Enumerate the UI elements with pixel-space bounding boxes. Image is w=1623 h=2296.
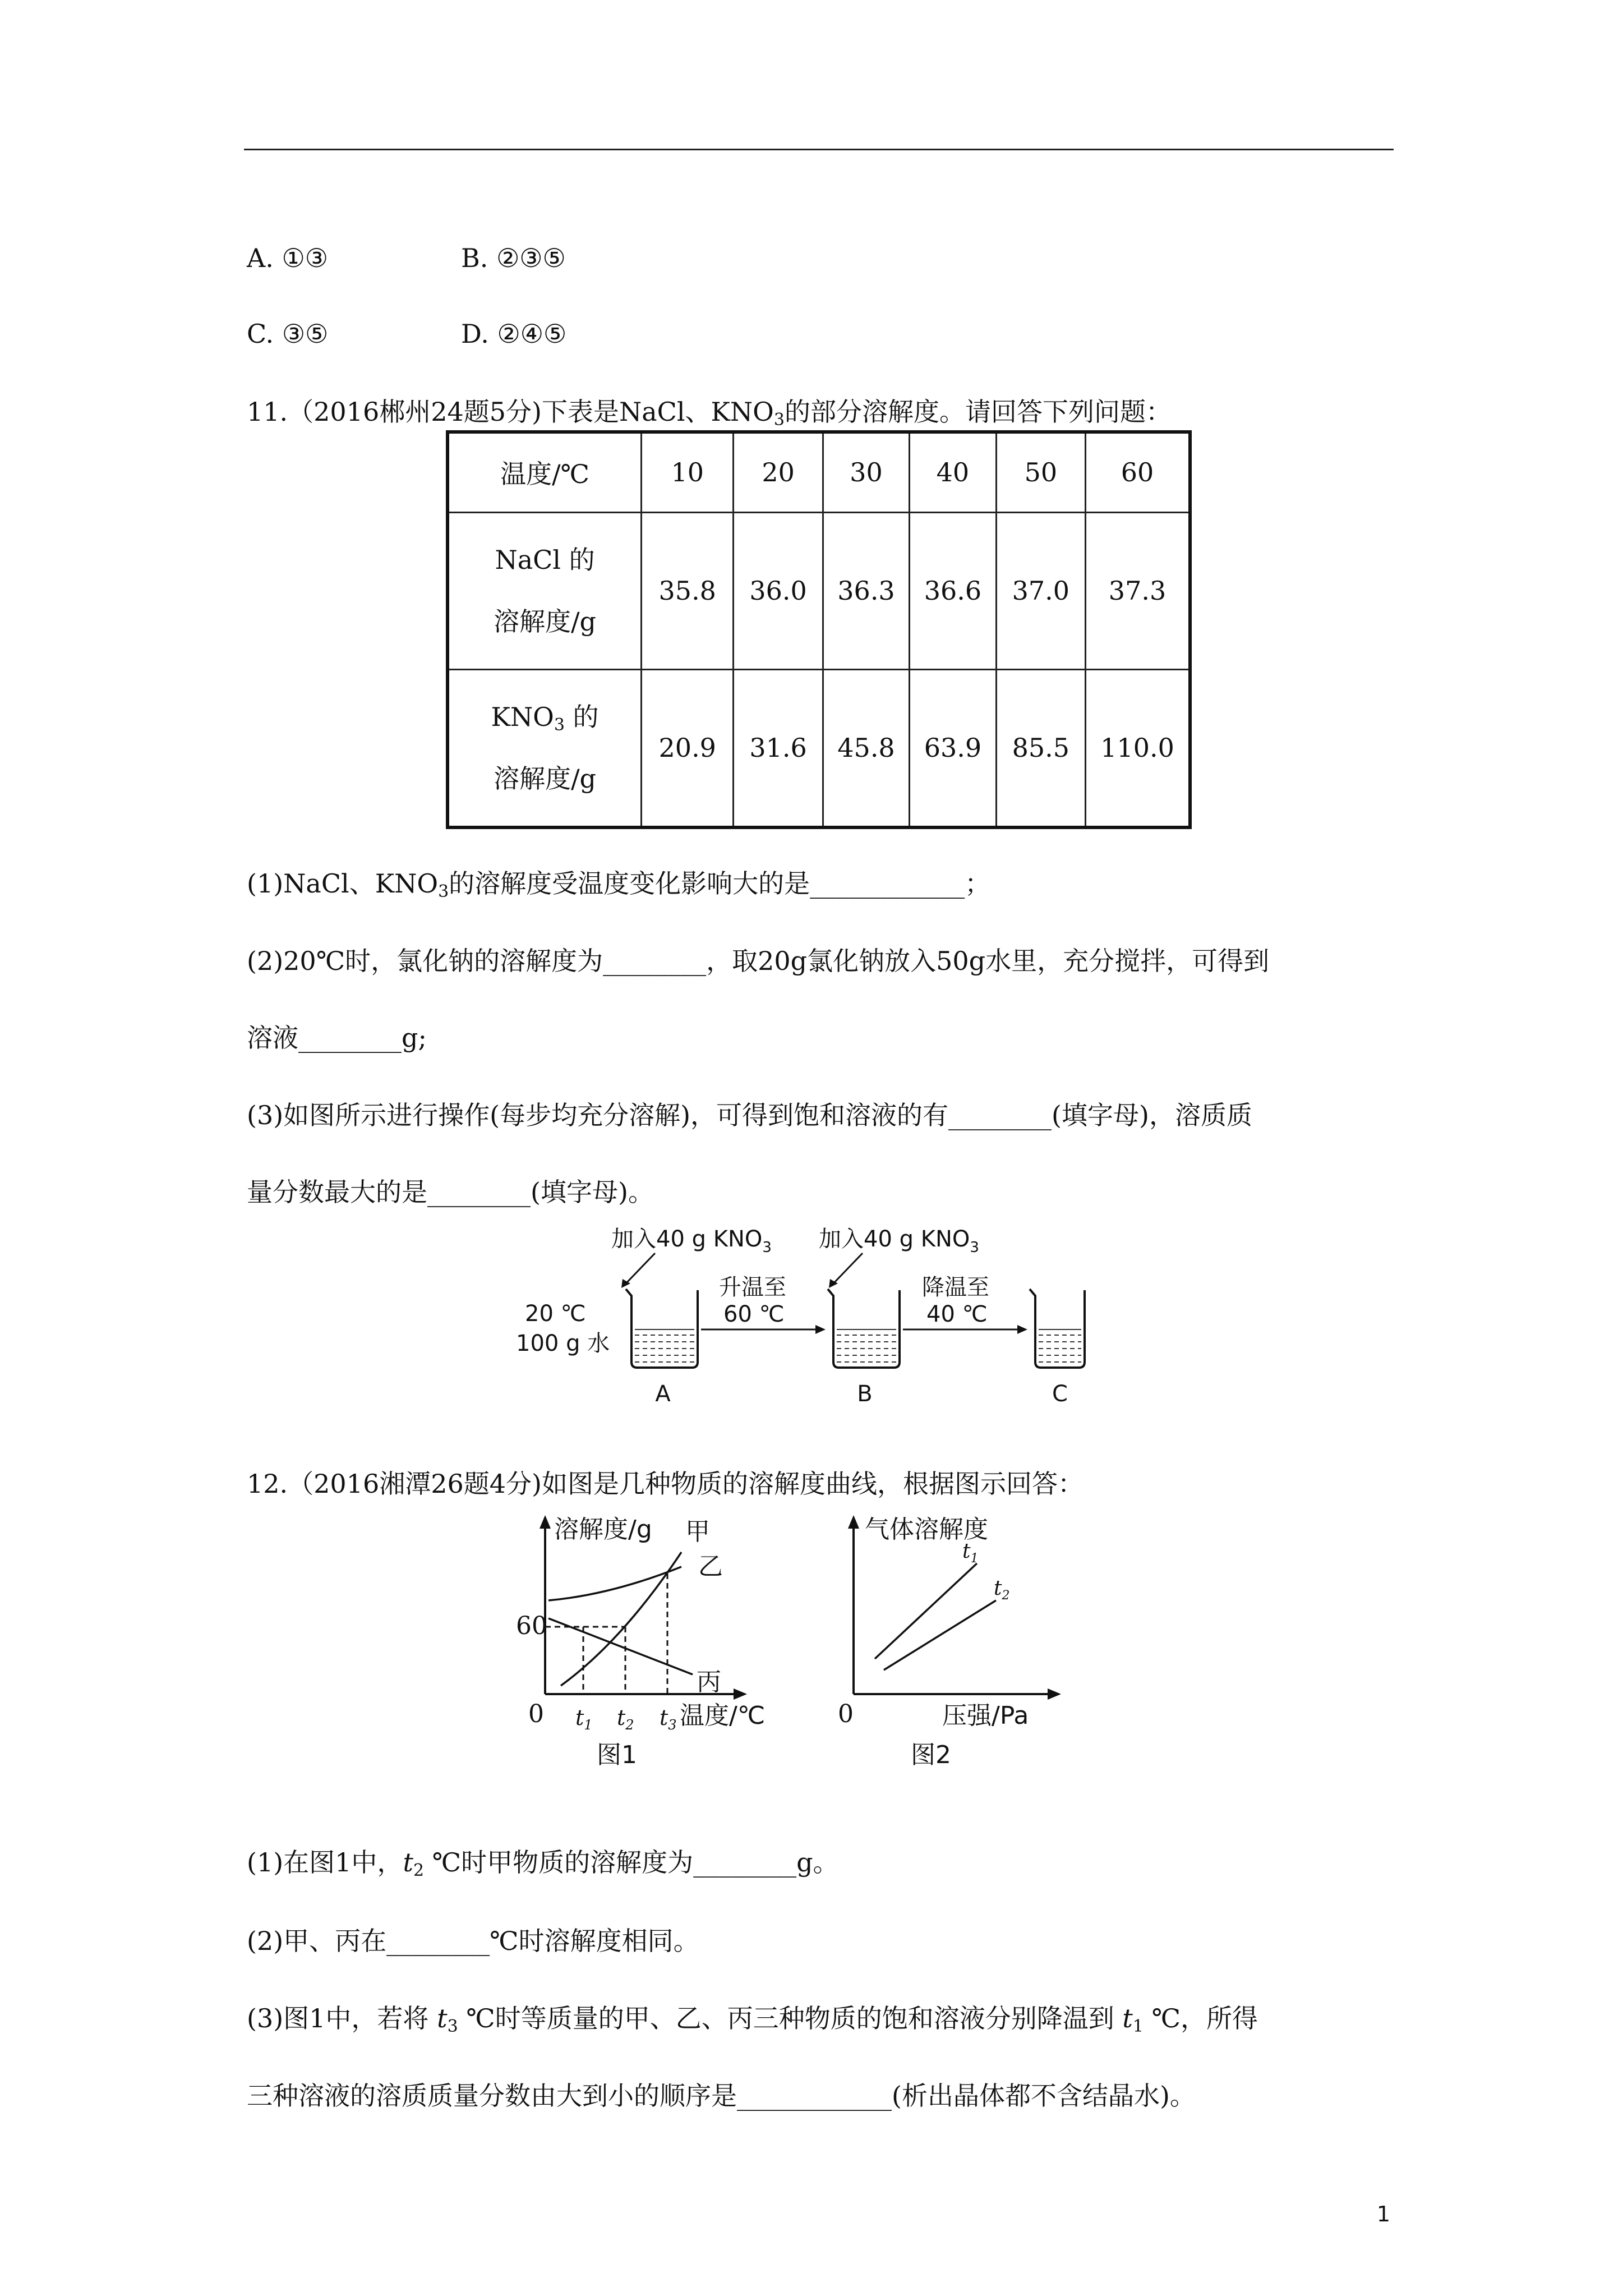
beaker-b [828,1289,900,1368]
line-label-t2: $t_2$ [994,1577,1010,1603]
beaker-label-c: C [1052,1381,1068,1407]
figure-2-caption: 图2 [911,1741,951,1769]
gas-solubility-figure-2 [830,1512,1099,1775]
x-tick-t1: $t_1$ [575,1705,593,1733]
y-axis-label: 气体溶解度 [865,1515,988,1544]
step1-label: 升温至 [719,1274,786,1300]
q12-sub3-line2: 三种溶液的溶质质量分数由大到小的顺序是____________(析出晶体都不含结晶水)。 [247,2081,1196,2111]
table-header-label: 温度/℃ [448,432,642,512]
figure-1-caption: 图1 [597,1741,637,1769]
header-rule [244,149,1394,150]
beaker-c [1030,1289,1085,1368]
q11-sub1: (1)NaCl、$KNO_3$的溶解度受温度变化影响大的是____________； [247,868,991,901]
table-header-row [448,432,1190,512]
table-cell: 37.0 [996,512,1085,669]
q10-option-d: D. ②④⑤ [461,319,567,349]
step1-temp: 60 ℃ [723,1301,785,1327]
origin-label: 0 [528,1700,544,1728]
table-cell: 35.8 [642,512,734,669]
table-cell: 31.6 [734,669,823,827]
x-axis-label: 温度/℃ [680,1701,766,1730]
beaker-process-figure [516,1217,1088,1411]
table-cell: 110.0 [1086,669,1190,827]
series-label-yi: 乙 [698,1552,723,1581]
beaker-a [626,1289,698,1368]
x-axis-arrow [734,1688,747,1700]
curve-bing [548,1618,693,1674]
table-cell: 45.8 [823,669,909,827]
add-arrow [833,1253,863,1283]
solubility-table [446,430,1192,829]
q12-stem: 12.（2016湘潭26题4分)如图是几种物质的溶解度曲线，根据图示回答： [247,1469,1083,1499]
curve-yi [548,1567,681,1600]
q11-sub3-line2: 量分数最大的是________(填字母)。 [247,1177,654,1207]
table-temp-cell: 30 [823,432,909,512]
table-cell: 37.3 [1086,512,1190,669]
table-temp-cell: 10 [642,432,734,512]
x-tick-t2: $t_2$ [617,1705,634,1733]
series-label-bing: 丙 [697,1668,721,1696]
beaker-label-a: A [655,1381,671,1407]
x-tick-t3: $t_3$ [660,1705,677,1733]
line-label-t1: $t_1$ [962,1540,979,1566]
series-label-jia: 甲 [685,1517,710,1546]
q12-sub1: (1)在图1中，$t_2$ ℃时甲物质的溶解度为________g。 [247,1847,839,1880]
q11-sub2-line2: 溶液________g; [247,1023,427,1053]
table-cell: 20.9 [642,669,734,827]
y-axis-label: 溶解度/g [554,1515,652,1544]
process-arrow-head [815,1325,826,1334]
x-axis-arrow [1048,1688,1061,1700]
q10-option-c: C. ③⑤ [247,319,329,349]
table-cell: 36.3 [823,512,909,669]
table-temp-cell: 50 [996,432,1085,512]
table-row-nacl [448,512,1190,669]
q10-option-b: B. ②③⑤ [461,243,566,273]
table-row-label: $KNO_3$ 的 溶解度/g [448,669,642,827]
add-kno3-label: 加入40 g $KNO_3$ [611,1226,772,1256]
page-number: 1 [1376,2202,1390,2226]
table-cell: 36.6 [910,512,996,669]
table-cell: 85.5 [996,669,1085,827]
q12-sub2: (2)甲、丙在________℃时溶解度相同。 [247,1926,699,1956]
q11-sub2-line1: (2)20℃时，氯化钠的溶解度为________，取20g氯化钠放入50g水里，充分搅拌，可得到 [247,946,1270,976]
add-kno3-label: 加入40 g $KNO_3$ [819,1226,979,1256]
start-temp-label: 20 ℃ [525,1301,586,1327]
y-tick-60: 60 [516,1612,547,1640]
solubility-curve-figure-1 [488,1512,802,1775]
table-row-label: NaCl 的 溶解度/g [448,512,642,669]
start-water-label: 100 g 水 [516,1331,610,1356]
table-temp-cell: 20 [734,432,823,512]
table-temp-cell: 40 [910,432,996,512]
q11-sub3-line1: (3)如图所示进行操作(每步均充分溶解)，可得到饱和溶液的有________(填字母)，溶质质 [247,1100,1252,1130]
y-axis-arrow [540,1515,551,1529]
y-axis-arrow [848,1515,859,1529]
q10-option-a: A. ①③ [247,243,328,273]
curve-jia [561,1552,681,1686]
add-arrow [626,1253,655,1283]
q11-stem: 11.（2016郴州24题5分)下表是NaCl、$KNO_3$的部分溶解度。请回答下列问题： [247,397,1172,430]
table-row-kno3 [448,669,1190,827]
beaker-label-b: B [857,1381,873,1407]
step2-label: 降温至 [922,1274,989,1300]
table-cell: 63.9 [910,669,996,827]
table-cell: 36.0 [734,512,823,669]
origin-label: 0 [838,1700,854,1728]
process-arrow-head [1017,1325,1027,1334]
table-temp-cell: 60 [1086,432,1190,512]
step2-temp: 40 ℃ [926,1301,988,1327]
x-axis-label: 压强/Pa [942,1701,1029,1730]
q12-sub3-line1: (3)图1中，若将 $t_3$ ℃时等质量的甲、乙、丙三种物质的饱和溶液分别降温到 $t_1$ ℃，所得 [247,2003,1258,2036]
